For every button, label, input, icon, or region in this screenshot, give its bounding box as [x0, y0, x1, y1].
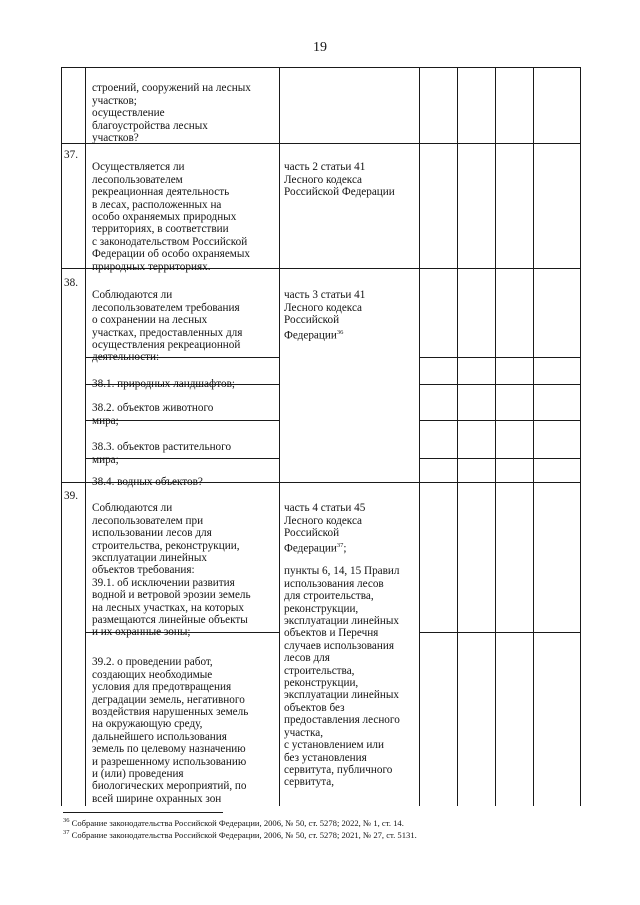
footnote	[63, 827, 417, 841]
column-divider	[457, 67, 458, 806]
legal-reference: часть 3 статьи 41 Лесного кодекса Российской Федерации$^{36}$	[284, 289, 366, 342]
table-border-left	[61, 67, 62, 806]
requirement-text: Осуществляется ли лесопользователем рекреационная деятельность в лесах, расположенных на особо охраняемых природных территориях, в соответствии с законодательством Российской Федерации об особо охраняемых природных территориях.	[92, 161, 250, 273]
row-number: 37.	[64, 149, 78, 161]
footnote-marker: 37	[336, 541, 344, 549]
row-number: 39.	[64, 490, 78, 502]
column-divider	[279, 67, 280, 806]
requirement-text: Соблюдаются ли лесопользователем при использовании лесов для строительства, реконструкции, эксплуатации линейных объектов требования: 39.1. об исключении развития водной и ветровой эрозии земель на лесных участках, на которых размещаются линейные объекты и их охранные зоны;	[92, 502, 251, 639]
legal-reference: часть 4 статьи 45 Лесного кодекса Российской Федерации$^{37}$;	[284, 502, 366, 555]
row-divider	[419, 357, 581, 358]
footnote-marker: 36	[336, 328, 344, 336]
footnote-text: Собрание законодательства Российской Федерации, 2006, № 50, ст. 5278; 2022, № 1, ст. 14.	[69, 817, 404, 828]
footnote-marker: 36	[63, 817, 70, 824]
requirement-text: строений, сооружений на лесных участков; осуществление благоустройства лесных участков?	[92, 82, 251, 145]
footnote-text: Собрание законодательства Российской Федерации, 2006, № 50, ст. 5278; 2021, № 27, ст. 5131.	[69, 829, 417, 840]
sub-requirement: 38.4. водных объектов?	[92, 476, 203, 489]
footnote-separator	[63, 812, 223, 813]
legal-reference-rules: пункты 6, 14, 15 Правил использования лесов для строительства, реконструкции, эксплуатации линейных объектов и Перечня случаев использования лесов для строительства, реконструкции, эксплуатации линейных объектов без предоставления лесного участка, с установлением или без установления сервитута, публичного сервитута,	[284, 565, 400, 789]
sub-requirement: 38.1. природных ландшафтов;	[92, 378, 235, 391]
table-border-top	[61, 67, 581, 68]
column-divider	[419, 67, 420, 806]
row-divider	[419, 420, 581, 421]
column-divider	[533, 67, 534, 806]
sub-requirement: 38.2. объектов животного мира;	[92, 402, 214, 427]
column-divider	[85, 67, 86, 806]
sub-requirement: 39.2. о проведении работ, создающих необходимые условия для предотвращения деградации земель, негативного воздействия нарушенных земель на окружающую среду, дальнейшего использования земель по целевому назначению и разрешенному использованию и (или) проведения биологических мероприятий, по всей ширине охранных зон	[92, 656, 249, 805]
legal-reference: часть 2 статьи 41 Лесного кодекса Российской Федерации	[284, 161, 395, 199]
row-divider	[419, 384, 581, 385]
table-border-right	[580, 67, 581, 806]
footnote-marker: 37	[63, 829, 70, 836]
sub-requirement: 38.3. объектов растительного мира;	[92, 441, 232, 466]
row-divider	[419, 458, 581, 459]
row-number: 38.	[64, 277, 78, 289]
row-divider	[419, 632, 581, 633]
requirement-text: Соблюдаются ли лесопользователем требования о сохранении на лесных участках, предоставленных для осуществления рекреационной деятельности:	[92, 289, 243, 364]
column-divider	[495, 67, 496, 806]
page-number: 19	[313, 40, 327, 55]
